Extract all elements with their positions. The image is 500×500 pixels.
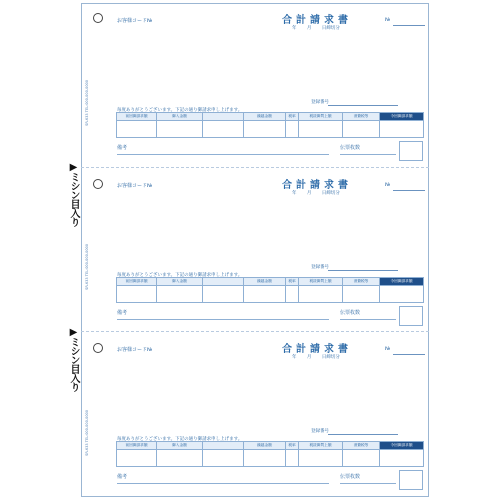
invoice-slip: [0, 332, 500, 496]
amount-cell[interactable]: [299, 121, 343, 138]
amount-cell[interactable]: [380, 286, 424, 303]
amount-cell[interactable]: [244, 121, 286, 138]
remarks-field[interactable]: [117, 154, 329, 155]
amount-cell[interactable]: [286, 121, 299, 138]
amount-cell[interactable]: [117, 450, 157, 467]
amount-table: [116, 112, 424, 138]
registration-field[interactable]: [328, 434, 398, 435]
amount-cell[interactable]: [157, 286, 203, 303]
col-tax-rate: 税率: [286, 442, 299, 450]
perforation-marker-2: ▶ミシン目入り: [68, 327, 79, 391]
registration-field[interactable]: [328, 105, 398, 106]
remarks-label: 備考: [117, 145, 128, 151]
remarks-label: 備考: [117, 474, 128, 480]
slip-count-label: 伝票枚数: [340, 310, 361, 316]
amount-cell[interactable]: [203, 286, 244, 303]
greeting-text: 毎度ありがとうございます。下記の通り御請求申し上げます。: [117, 108, 243, 113]
amount-cell[interactable]: [157, 121, 203, 138]
remarks-field[interactable]: [117, 319, 329, 320]
col-carried-over: 繰越金額: [244, 113, 286, 121]
col-purchases-excl-tax: 税抜御買上額: [299, 113, 343, 121]
amount-table: [116, 441, 424, 467]
col-purchases-excl-tax: 税抜御買上額: [299, 278, 343, 286]
col-payment-received: 御入金額: [157, 442, 203, 450]
slip-count-label: 伝票枚数: [340, 145, 361, 151]
amount-cell[interactable]: [299, 450, 343, 467]
col-blank: [203, 278, 244, 286]
number-field[interactable]: [393, 354, 425, 355]
number-label: №: [385, 182, 391, 188]
col-current-billing: 今回御請求額: [380, 442, 424, 450]
col-consumption-tax: 消費税等: [343, 113, 380, 121]
registration-label: 登録番号: [311, 100, 329, 105]
registration-field[interactable]: [328, 270, 398, 271]
amount-cell[interactable]: [299, 286, 343, 303]
customer-code-label: お客様コード№: [117, 183, 153, 189]
amount-cell[interactable]: [380, 121, 424, 138]
amount-cell[interactable]: [286, 286, 299, 303]
amount-cell[interactable]: [286, 450, 299, 467]
closing-date-line: 年 月 日締切分: [292, 191, 340, 196]
col-blank: [203, 113, 244, 121]
amount-cell[interactable]: [244, 450, 286, 467]
col-carried-over: 繰越金額: [244, 442, 286, 450]
side-form-code: SR-633 TEL:000-000-0000: [85, 80, 89, 126]
col-consumption-tax: 消費税等: [343, 278, 380, 286]
slip-count-field[interactable]: [340, 483, 396, 484]
invoice-title: 合計請求書: [282, 344, 352, 355]
registration-label: 登録番号: [311, 265, 329, 270]
number-field[interactable]: [393, 25, 425, 26]
col-tax-rate: 税率: [286, 278, 299, 286]
number-label: №: [385, 346, 391, 352]
col-tax-rate: 税率: [286, 113, 299, 121]
col-blank: [203, 442, 244, 450]
registration-label: 登録番号: [311, 429, 329, 434]
col-current-billing: 今回御請求額: [380, 113, 424, 121]
col-purchases-excl-tax: 税抜御買上額: [299, 442, 343, 450]
closing-date-line: 年 月 日締切分: [292, 355, 340, 360]
side-form-code: SR-633 TEL:000-000-0000: [85, 244, 89, 290]
number-label: №: [385, 17, 391, 23]
amount-cell[interactable]: [203, 121, 244, 138]
invoice-title: 合計請求書: [282, 15, 352, 26]
amount-cell[interactable]: [244, 286, 286, 303]
amount-cell[interactable]: [343, 286, 380, 303]
col-payment-received: 御入金額: [157, 113, 203, 121]
col-previous-billing: 前回御請求額: [117, 113, 157, 121]
col-previous-billing: 前回御請求額: [117, 442, 157, 450]
invoice-title: 合計請求書: [282, 180, 352, 191]
amount-cell[interactable]: [157, 450, 203, 467]
col-current-billing: 今回御請求額: [380, 278, 424, 286]
stamp-box[interactable]: [399, 306, 423, 326]
remarks-label: 備考: [117, 310, 128, 316]
amount-cell[interactable]: [203, 450, 244, 467]
greeting-text: 毎度ありがとうございます。下記の通り御請求申し上げます。: [117, 273, 243, 278]
remarks-field[interactable]: [117, 483, 329, 484]
customer-code-label: お客様コード№: [117, 347, 153, 353]
amount-cell[interactable]: [380, 450, 424, 467]
perforation-marker-1: ▶ミシン目入り: [68, 162, 79, 226]
closing-date-line: 年 月 日締切分: [292, 26, 340, 31]
invoice-slip: [0, 168, 500, 332]
amount-cell[interactable]: [117, 121, 157, 138]
greeting-text: 毎度ありがとうございます。下記の通り御請求申し上げます。: [117, 437, 243, 442]
side-form-code: SR-633 TEL:000-000-0000: [85, 410, 89, 456]
slip-count-field[interactable]: [340, 154, 396, 155]
amount-cell[interactable]: [117, 286, 157, 303]
stamp-box[interactable]: [399, 141, 423, 161]
col-consumption-tax: 消費税等: [343, 442, 380, 450]
amount-cell[interactable]: [343, 450, 380, 467]
customer-code-label: お客様コード№: [117, 18, 153, 24]
col-previous-billing: 前回御請求額: [117, 278, 157, 286]
amount-table: [116, 277, 424, 303]
amount-cell[interactable]: [343, 121, 380, 138]
col-carried-over: 繰越金額: [244, 278, 286, 286]
stamp-box[interactable]: [399, 470, 423, 490]
col-payment-received: 御入金額: [157, 278, 203, 286]
slip-count-field[interactable]: [340, 319, 396, 320]
number-field[interactable]: [393, 190, 425, 191]
slip-count-label: 伝票枚数: [340, 474, 361, 480]
invoice-slip: [0, 3, 500, 167]
